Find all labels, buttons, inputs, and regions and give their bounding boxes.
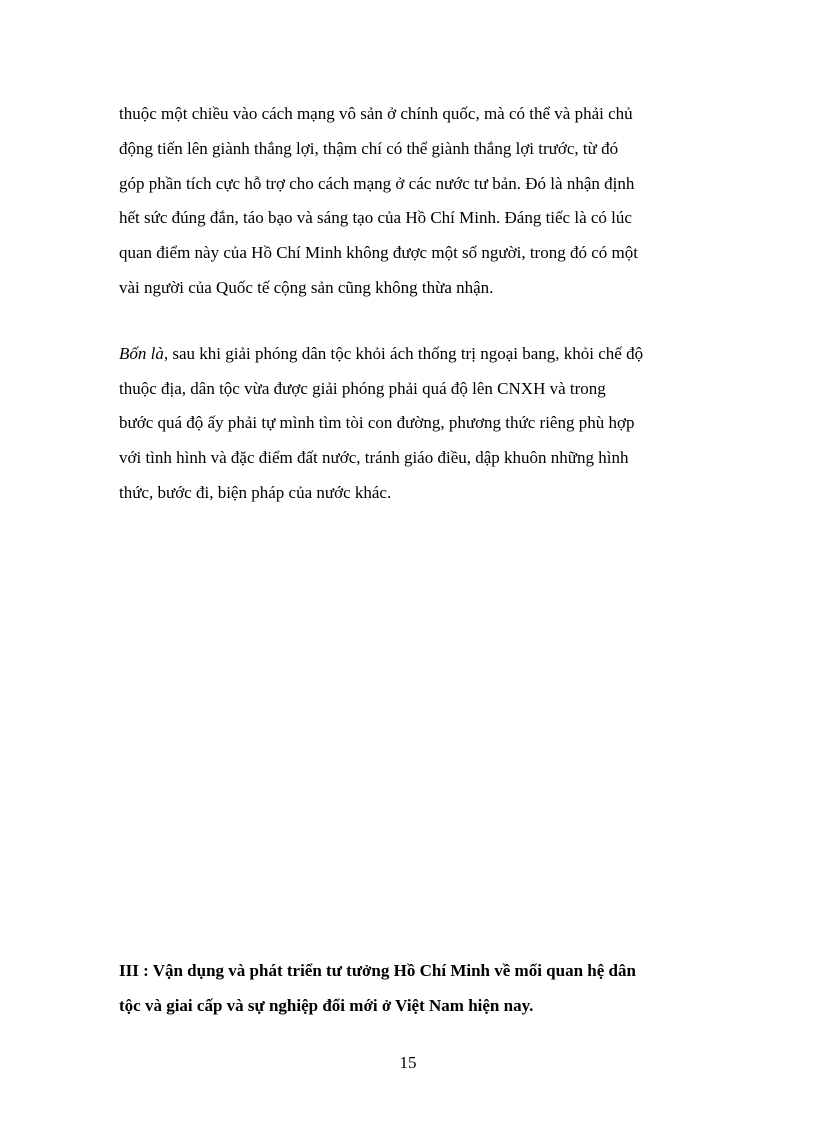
section-heading-line: tộc và giai cấp và sự nghiệp đổi mới ở Việt Nam hiện nay. (119, 996, 534, 1015)
lead-phrase: Bốn là (119, 344, 164, 363)
paragraph-line: thuộc địa, dân tộc vừa được giải phóng phải quá độ lên CNXH và trong (119, 379, 606, 398)
lead-rest: , sau khi giải phóng dân tộc khỏi ách thống trị ngoại bang, khỏi chế độ (163, 344, 644, 363)
paragraph-line: quan điểm này của Hồ Chí Minh không được một số người, trong đó có một (119, 243, 638, 262)
paragraph-line: với tình hình và đặc điểm đất nước, tránh giáo điều, dập khuôn những hình (119, 448, 629, 467)
paragraph-line-lead (119, 342, 719, 366)
page-number: 15 (399, 1053, 417, 1072)
paragraph-line: vài người của Quốc tế cộng sản cũng không thừa nhận. (119, 278, 494, 297)
paragraph-line: thức, bước đi, biện pháp của nước khác. (119, 483, 392, 502)
paragraph-line: thuộc một chiều vào cách mạng vô sản ở chính quốc, mà có thể và phải chủ (119, 104, 633, 123)
section-heading-line: III : Vận dụng và phát triển tư tưởng Hồ Chí Minh về mối quan hệ dân (119, 961, 636, 980)
paragraph-line: góp phần tích cực hỗ trợ cho cách mạng ở các nước tư bản. Đó là nhận định (119, 174, 635, 193)
paragraph-line: hết sức đúng đắn, táo bạo và sáng tạo của Hồ Chí Minh. Đáng tiếc là có lúc (119, 208, 632, 227)
paragraph-line: bước quá độ ấy phải tự mình tìm tòi con đường, phương thức riêng phù hợp (119, 413, 635, 432)
paragraph-line: động tiến lên giành thắng lợi, thậm chí có thể giành thắng lợi trước, từ đó (119, 139, 619, 158)
